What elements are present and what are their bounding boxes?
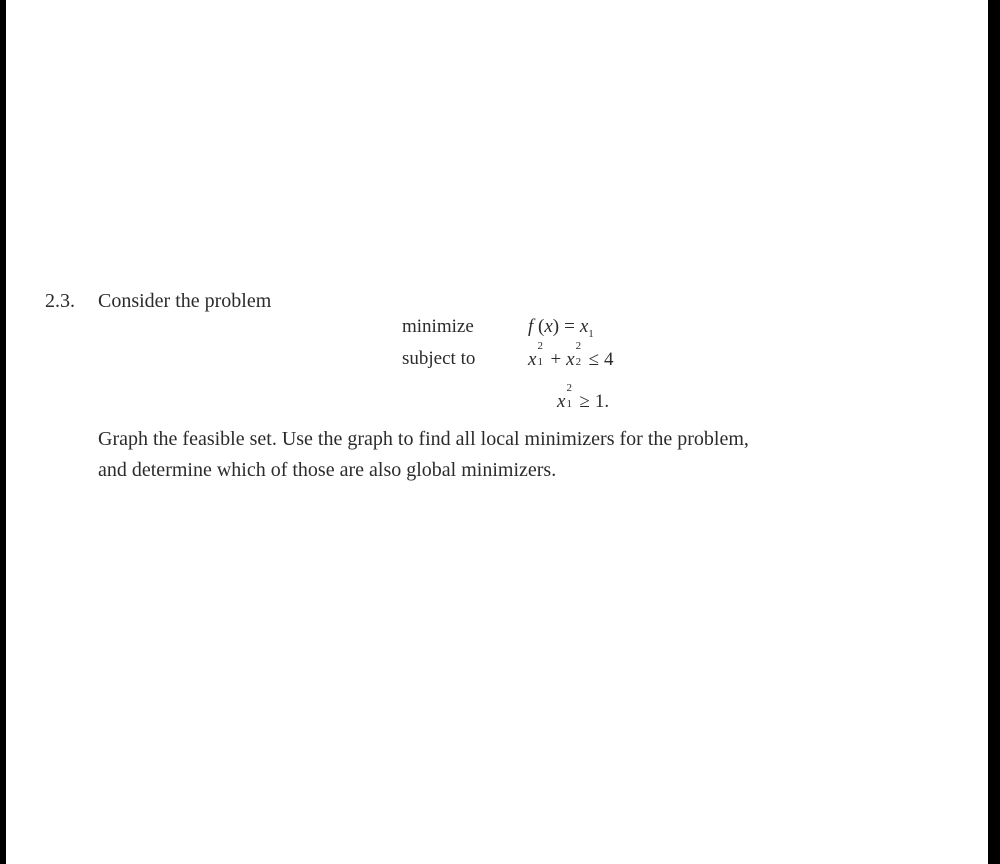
objective-equals: = <box>564 316 575 337</box>
problem-intro: Consider the problem <box>98 290 272 312</box>
constraint-1-term2-var: x <box>566 349 575 370</box>
instruction-line-2: and determine which of those are also global minimizers. <box>98 459 557 481</box>
objective-f: f <box>528 316 534 337</box>
constraint-1-relation: ≤ <box>588 349 600 370</box>
constraint-1-term1-sup: 2 <box>537 340 543 352</box>
constraint-1-term1-var: x <box>528 349 537 370</box>
constraint-x1-squared <box>557 382 610 413</box>
objective-rhs-sub: 1 <box>588 328 594 340</box>
constraint-1-plus: + <box>550 349 562 370</box>
constraint-2-scripts <box>565 382 574 410</box>
constraint-2-sub: 1 <box>566 398 572 410</box>
problem-number: 2.3. <box>45 290 75 312</box>
constraint-circle <box>528 340 614 371</box>
constraint-2-var: x <box>557 391 566 412</box>
constraint-2-rhs: 1. <box>594 391 610 412</box>
constraint-1-term1-scripts <box>536 340 545 368</box>
objective-arg: (x) <box>538 316 560 337</box>
objective-function <box>528 316 594 338</box>
constraint-1-term1-sub: 1 <box>537 356 543 368</box>
constraint-2-relation: ≥ <box>579 391 590 412</box>
subject-to-keyword: subject to <box>402 348 476 369</box>
objective-rhs-var: x <box>579 316 589 337</box>
constraint-1-rhs: 4 <box>604 349 614 370</box>
objective-arg-x: x <box>544 316 553 337</box>
minimize-keyword: minimize <box>402 316 474 337</box>
constraint-1-term2-sup: 2 <box>575 340 582 352</box>
instruction-line-1: Graph the feasible set. Use the graph to find all local minimizers for the problem, <box>98 428 749 450</box>
constraint-2-sup: 2 <box>566 382 572 394</box>
document-page <box>6 0 988 864</box>
constraint-1-term2-scripts <box>575 340 584 368</box>
instruction-paragraph <box>98 424 978 486</box>
constraint-1-term2-sub: 2 <box>575 356 582 368</box>
